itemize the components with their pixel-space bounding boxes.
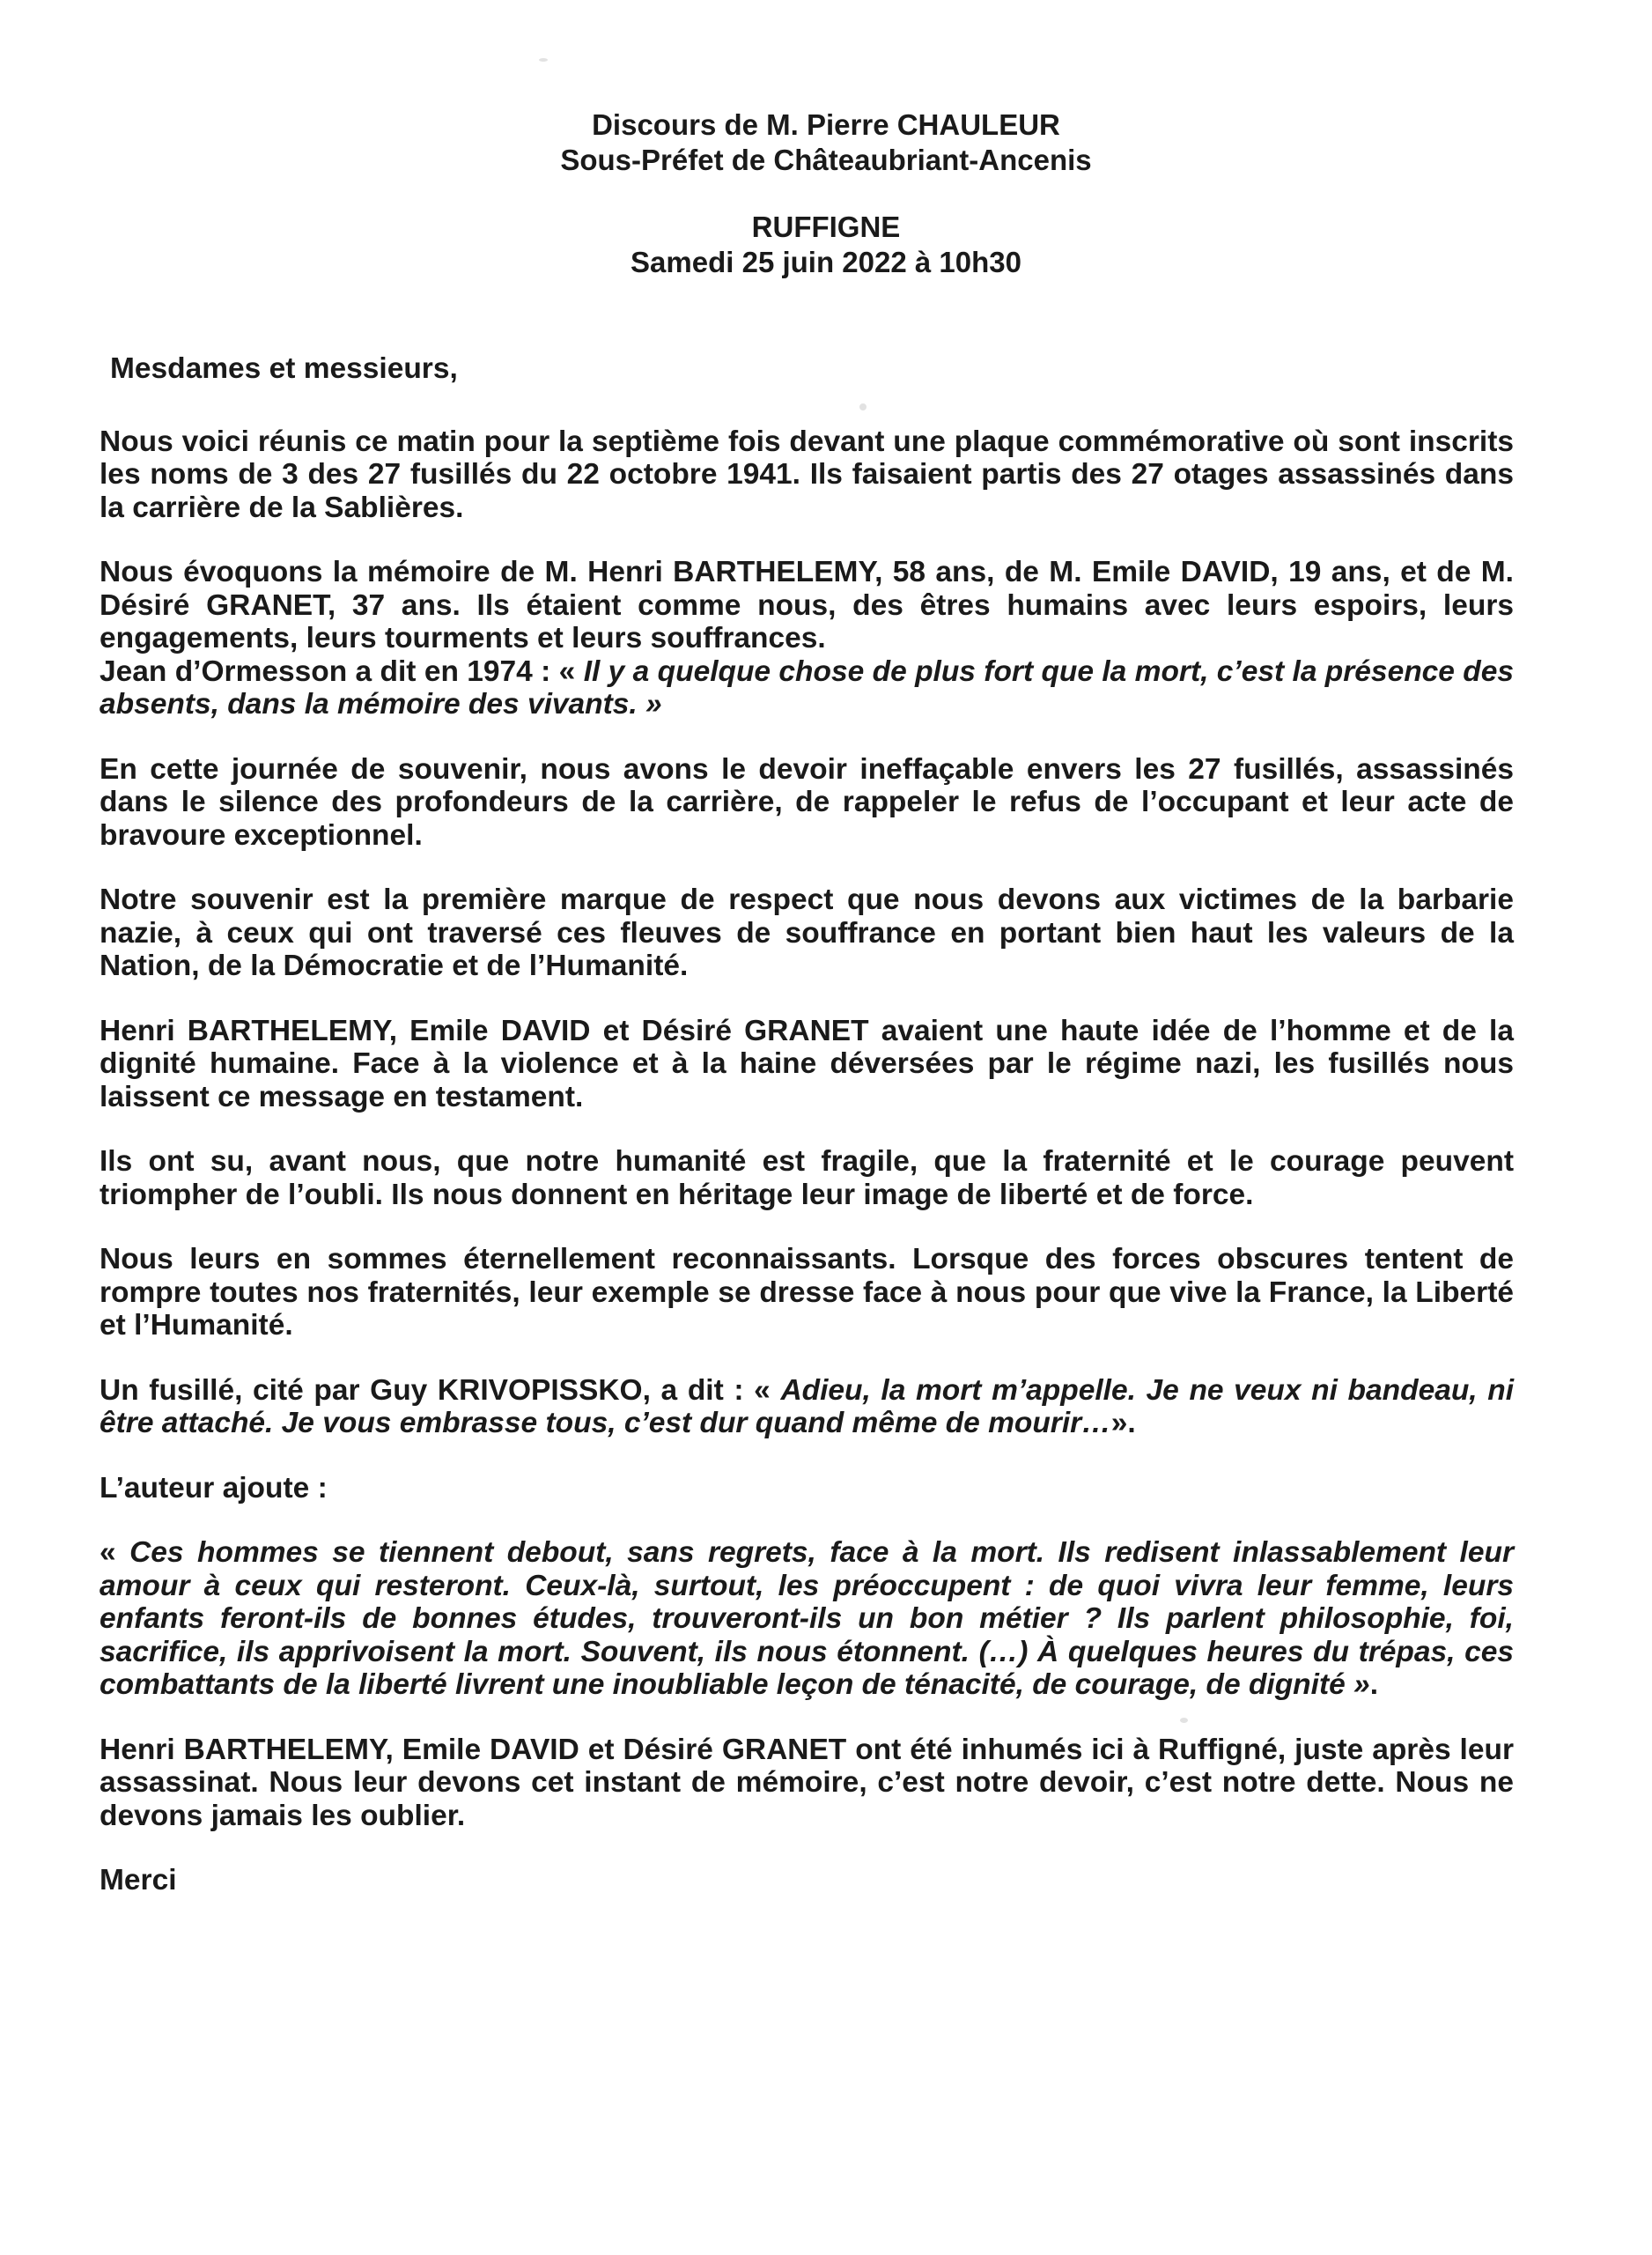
quote-close: .: [1369, 1668, 1378, 1701]
paragraph-5: Notre souvenir est la première marque de respect que nous devons aux victimes de la barbarie nazie, à ceux qui ont traversé ces fleuves de souffrance en portant bien haut les valeurs de la Nation, de la Démocratie et de l’Humanité.: [100, 884, 1514, 982]
quote-close: ».: [1110, 1407, 1136, 1439]
paragraph-11: [100, 1536, 1514, 1702]
event-header: [0, 210, 1652, 280]
quote-intro: Jean d’Ormesson a dit en 1974 : «: [100, 654, 584, 688]
fusille-quote: Adieu, la mort m’appelle. Je ne veux ni bandeau, ni être attaché. Je vous embrasse tous, c’est dur quand même de mourir…: [100, 1373, 1515, 1439]
event-place: RUFFIGNE: [751, 211, 901, 243]
quote-intro: Un fusillé, cité par Guy KRIVOPISSKO, a dit : «: [100, 1373, 781, 1407]
speech-author: Discours de M. Pierre CHAULEUR: [592, 108, 1060, 141]
event-date: Samedi 25 juin 2022 à 10h30: [631, 246, 1021, 278]
paragraph-9: [100, 1374, 1514, 1440]
salutation: Mesdames et messieurs,: [110, 352, 458, 385]
krivopissko-quote: Ces hommes se tiennent debout, sans regrets, face à la mort. Ils redisent inlassablement leur amour à ceux qui resteront. Ceux-là, surtout, les préoccupent : de quoi vivra leur femme, leurs enfants feront-ils de bonnes études, trouveront-ils un bon métier ? Ils parlent philosophie, foi, sacrifice, ils apprivoisent la mort. Souvent, ils nous étonnent. (…) À quelques heures du trépas, ces combattants de la liberté livrent une inoubliable leçon de ténacité, de courage, de dignité »: [100, 1536, 1514, 1701]
scan-smudge: [539, 58, 548, 62]
closing: Merci: [100, 1864, 177, 1896]
quote-open: «: [100, 1536, 130, 1569]
speaker-title: Sous-Préfet de Châteaubriant-Ancenis: [560, 144, 1092, 176]
paragraph-6: Henri BARTHELEMY, Emile DAVID et Désiré GRANET avaient une haute idée de l’homme et de la dignité humaine. Face à la violence et à la haine déversées par le régime nazi, les fusillés nous laissent ce message en testament.: [100, 1014, 1514, 1113]
paragraph-10: L’auteur ajoute :: [100, 1471, 328, 1505]
paragraph-3: [100, 655, 1514, 721]
paragraph-8: Nous leurs en sommes éternellement reconnaissants. Lorsque des forces obscures tentent de rompre toutes nos fraternités, leur exemple se dresse face à nous pour que vive la France, la Liberté et l’Humanité.: [100, 1243, 1514, 1342]
speech-body: [100, 352, 1514, 1897]
speech-header: [0, 107, 1652, 178]
ormesson-quote: Il y a quelque chose de plus fort que la mort, c’est la présence des absents, dans la mémoire des vivants. »: [100, 654, 1515, 721]
paragraph-7: Ils ont su, avant nous, que notre humanité est fragile, que la fraternité et le courage peuvent triompher de l’oubli. Ils nous donnent en héritage leur image de liberté et de force.: [100, 1145, 1514, 1211]
paragraph-2: Nous évoquons la mémoire de M. Henri BARTHELEMY, 58 ans, de M. Emile DAVID, 19 ans, et de M. Désiré GRANET, 37 ans. Ils étaient comme nous, des êtres humains avec leurs espoirs, leurs engagements, leurs tourments et leurs souffrances.: [100, 556, 1514, 654]
paragraph-12: Henri BARTHELEMY, Emile DAVID et Désiré GRANET ont été inhumés ici à Ruffigné, juste après leur assassinat. Nous leur devons cet instant de mémoire, c’est notre devoir, c’est notre dette. Nous ne devons jamais les oublier.: [100, 1733, 1514, 1832]
paragraph-1: Nous voici réunis ce matin pour la septième fois devant une plaque commémorative où sont inscrits les noms de 3 des 27 fusillés du 22 octobre 1941. Ils faisaient partis des 27 otages assassinés dans la carrière de la Sablières.: [100, 425, 1514, 524]
paragraph-4: En cette journée de souvenir, nous avons le devoir ineffaçable envers les 27 fusillés, assassinés dans le silence des profondeurs de la carrière, de rappeler le refus de l’occupant et leur acte de bravoure exceptionnel.: [100, 752, 1514, 852]
